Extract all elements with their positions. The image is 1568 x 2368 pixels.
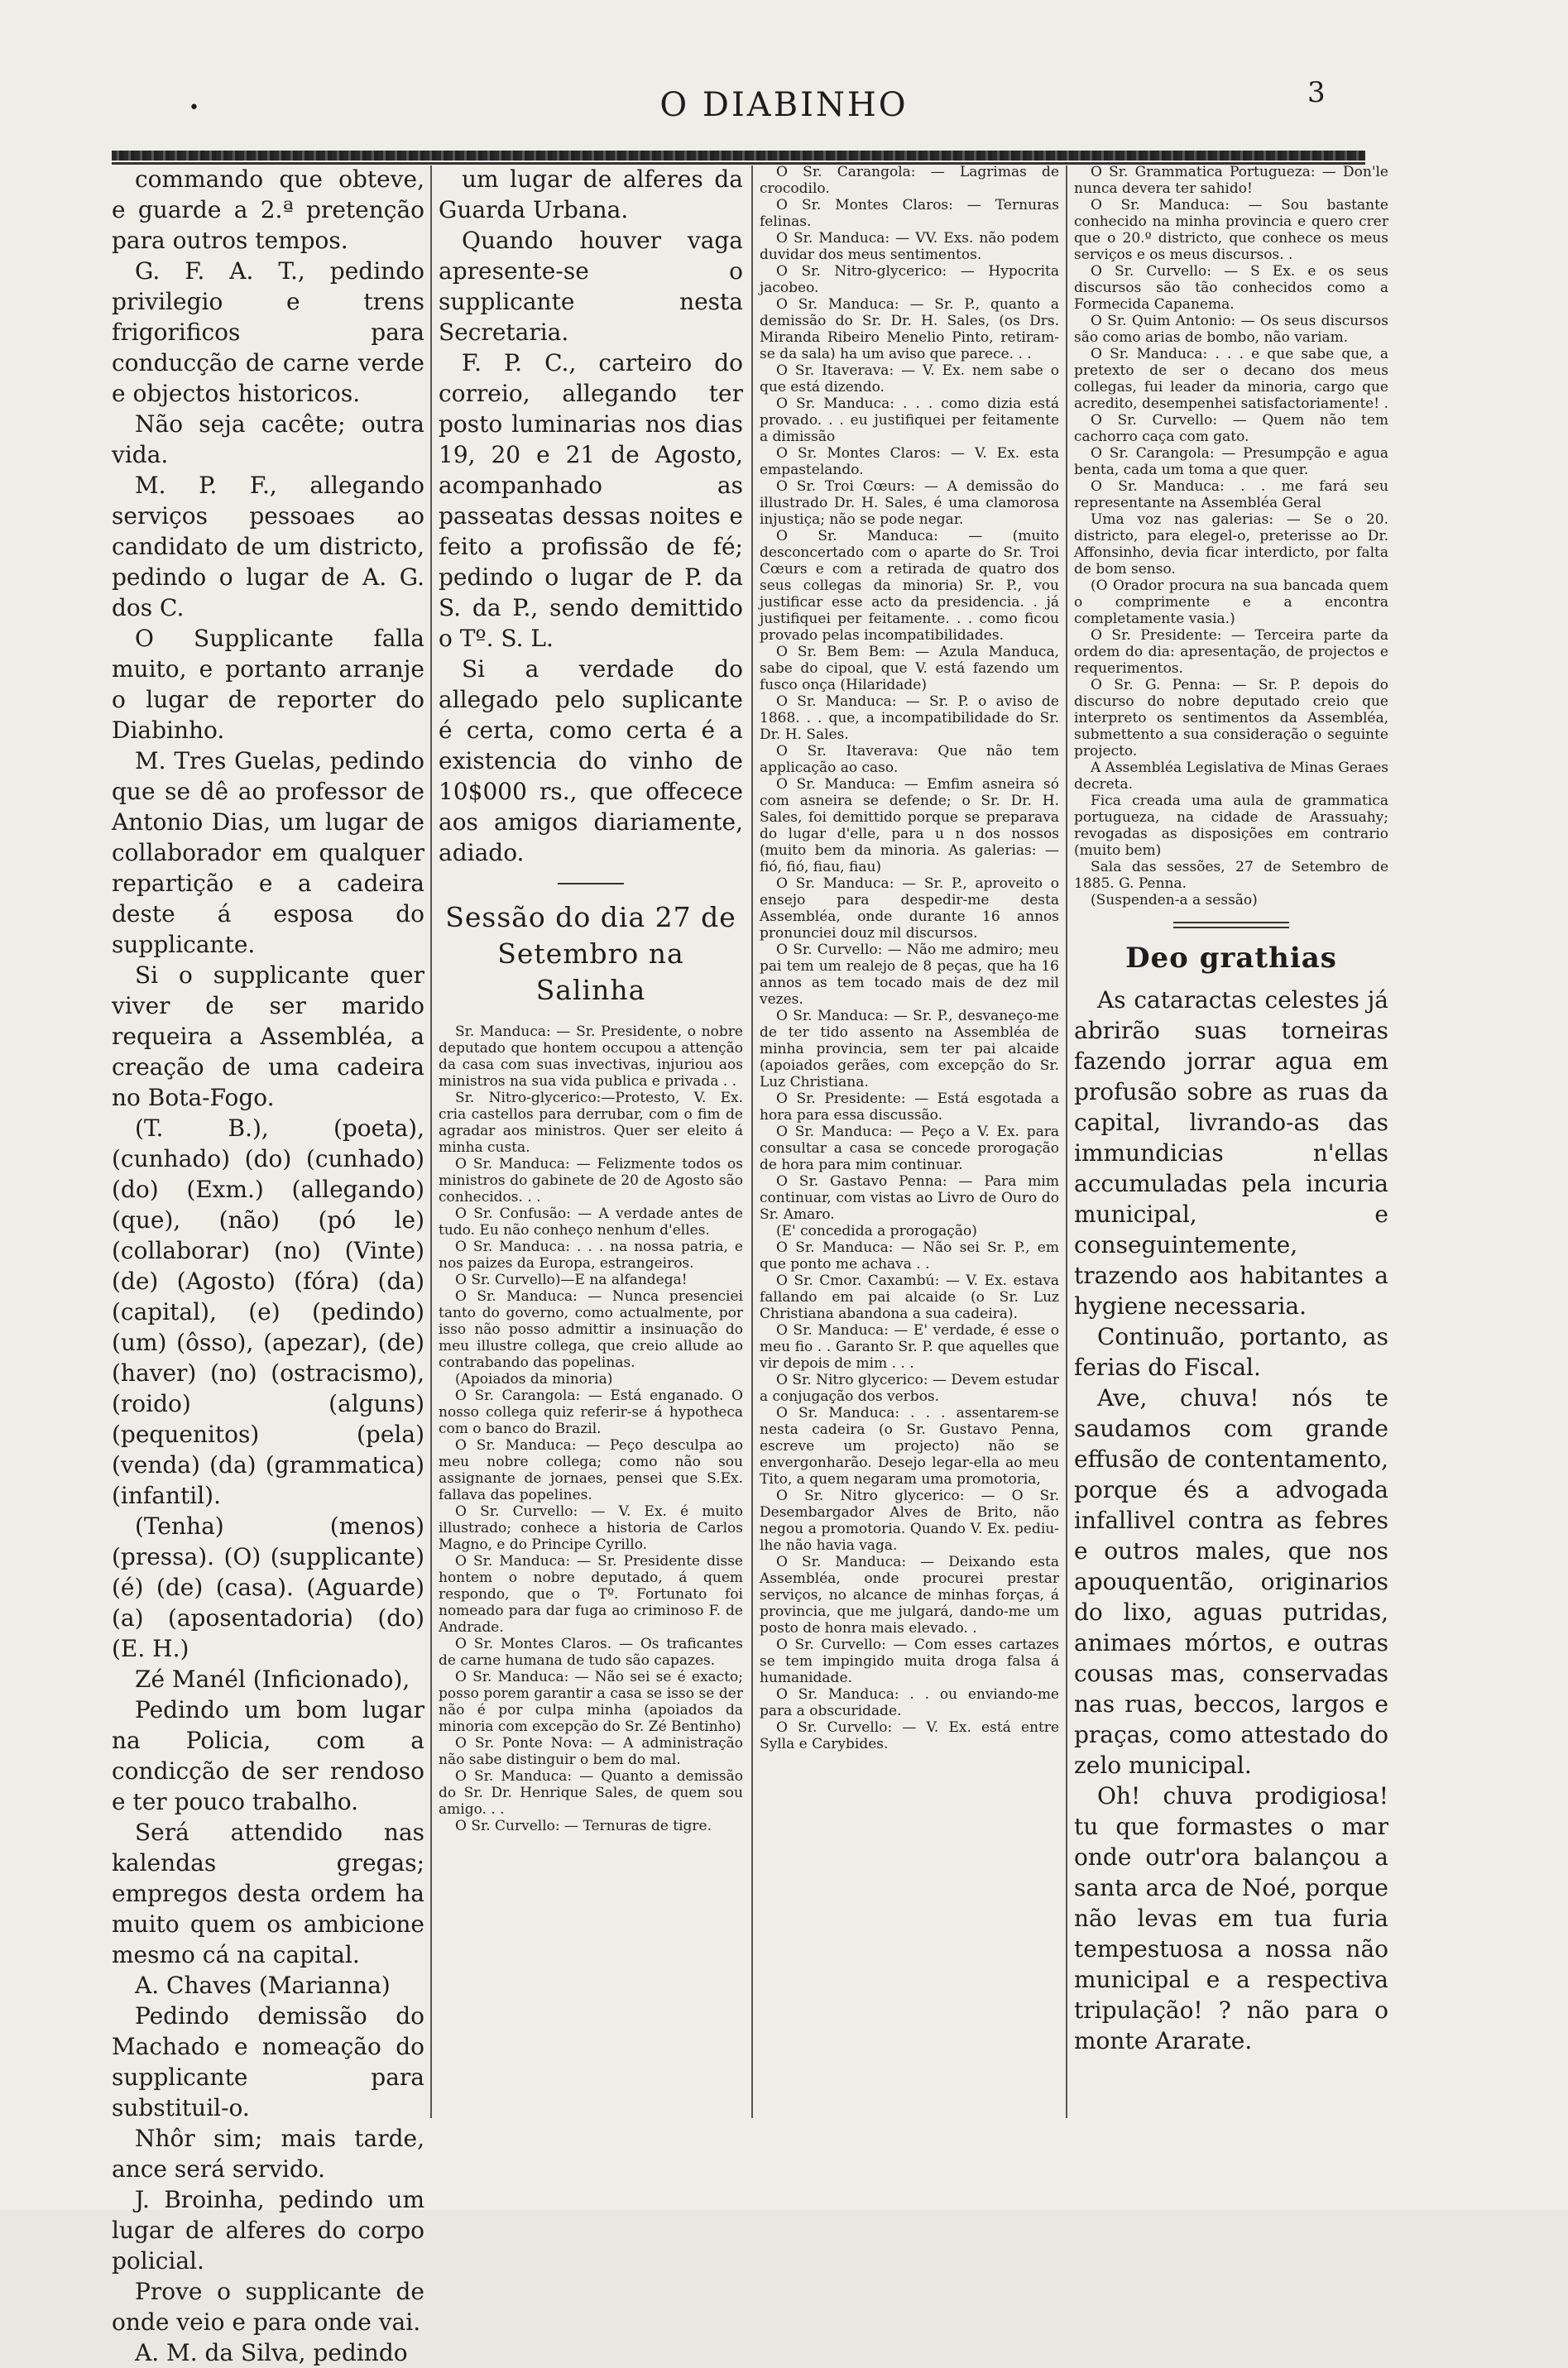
session-paragraph: O Sr. Manduca: — E' verdade, é esse o meu fio . . Garanto Sr. P. que aquelles que vir depois de mim . . . xyxy=(760,1322,1059,1372)
session-paragraph: O Sr. Quim Antonio: — Os seus discursos são como arias de bombo, não variam. xyxy=(1074,313,1388,346)
paragraph: Si a verdade do allegado pelo suplicante é certa, como certa é a existencia do vinho de 10$000 rs., que offecece aos amigos diariamente, adiado. xyxy=(439,655,743,866)
session-paragraph: Fica creada uma aula de grammatica portugueza, na cidade de Arassuahy; revogadas as disposições em contrario (muito bem) xyxy=(1074,793,1388,859)
page-number: 3 xyxy=(1307,76,1326,109)
session-paragraph: O Sr. Manduca: — Peço a V. Ex. para consultar a casa se concede prorogação de hora para mim continuar. xyxy=(760,1124,1059,1173)
column-2-petitions xyxy=(439,164,743,868)
column-1 xyxy=(112,164,424,2366)
session-paragraph: O Sr. Manduca: — Sou bastante conhecido na minha provincia e quero crer que o 20.º districto, que conhece os meus serviços e os meus discursos. . xyxy=(1074,197,1388,263)
paragraph: Quando houver vaga apresente-se o supplicante nesta Secretaria. xyxy=(439,227,743,346)
session-text xyxy=(439,1023,743,1834)
paragraph: Será attendido nas kalendas gregas; empregos desta ordem ha muito quem os ambicione mesmo cá na capital. xyxy=(112,1819,424,1968)
column-3 xyxy=(760,164,1059,2133)
paragraph: Nhôr sim; mais tarde, ance será servido. xyxy=(112,2125,424,2183)
session-paragraph: O Sr. Curvello: — V. Ex. é muito illustrado; conhece a historia de Carlos Magno, e do Principe Cyrillo. xyxy=(439,1503,743,1553)
column-2 xyxy=(439,164,743,2133)
session-paragraph: O Sr. Montes Claros. — Os traficantes de carne humana de tudo são capazes. xyxy=(439,1636,743,1669)
session-paragraph: O Sr. Curvello: — S Ex. e os seus discursos são tão conhecidos como a Formecida Capanema. xyxy=(1074,263,1388,313)
separator xyxy=(1173,922,1289,928)
session-paragraph: Sr. Nitro-glycerico:—Protesto, V. Ex. cria castellos para derrubar, com o fim de agradar aos ministros. Quer ser eleito á minha custa. xyxy=(439,1090,743,1156)
paragraph: (Tenha) (menos) (pressa). (O) (supplicante) (é) (de) (casa). (Aguarde) (a) (aposentadoria) (do) (E. H.) xyxy=(112,1512,424,1662)
column-divider xyxy=(751,165,753,2118)
session-paragraph: O Sr. Manduca: — Felizmente todos os ministros do gabinete de 20 de Agosto são conhecidos. . . xyxy=(439,1156,743,1206)
session-paragraph: O Sr. Manduca: — Deixando esta Assembléa, onde procurei prestar serviços, no alcance de minhas forças, á provincia, que me julgará, dando-me um posto de honra mais elevado. . xyxy=(760,1554,1059,1637)
header-rule xyxy=(112,151,1365,161)
paragraph: M. Tres Guelas, pedindo que se dê ao professor de Antonio Dias, um lugar de collaborador em qualquer repartição e a cadeira deste á esposa do supplicante. xyxy=(112,747,424,958)
session-paragraph: O Sr. Manduca: — Sr. P., quanto a demissão do Sr. Dr. H. Sales, (os Drs. Miranda Ribeiro Menelio Pinto, retiram-se da sala) ha um aviso que parece. . . xyxy=(760,296,1059,362)
paragraph: um lugar de alferes da Guarda Urbana. xyxy=(439,165,743,223)
session-paragraph: O Sr. Curvello: — V. Ex. está entre Sylla e Carybides. xyxy=(760,1719,1059,1752)
session-paragraph: O Sr. Confusão: — A verdade antes de tudo. Eu não conheço nenhum d'elles. xyxy=(439,1206,743,1239)
session-paragraph: O Sr. Curvello: — Com esses cartazes se tem impingido muita droga falsa á humanidade. xyxy=(760,1637,1059,1686)
session-paragraph: O Sr. Carangola: — Presumpção e agua benta, cada um toma a que quer. xyxy=(1074,445,1388,478)
paragraph: Zé Manél (Inficionado), xyxy=(135,1666,410,1693)
session-paragraph: O Sr. Manduca: — Sr. P., aproveito o ensejo para despedir-me desta Assembléa, onde durante 16 annos pronunciei douz mil discursos. xyxy=(760,875,1059,942)
session-paragraph: O Sr. Manduca: — Não sei Sr. P., em que ponto me achava . . xyxy=(760,1239,1059,1273)
session-paragraph: O Sr. Itaverava: — V. Ex. nem sabe o que está dizendo. xyxy=(760,362,1059,395)
session-paragraph: Sr. Manduca: — Sr. Presidente, o nobre deputado que hontem occupou a attenção da casa com suas invectivas, injuriou aos ministros na sua vida publica e privada . . xyxy=(439,1023,743,1090)
paragraph: Ave, chuva! nós te saudamos com grande effusão de contentamento, porque és a advogada infallivel contra as febres e outros males, que nos apouquentão, originarios do lixo, aguas putridas, animaes mórtos, e outras cousas mas, conservadas nas ruas, beccos, largos e praças, como attestado do zelo municipal. xyxy=(1074,1384,1388,1779)
paragraph: F. P. C., carteiro do correio, allegando ter posto luminarias nos dias 19, 20 e 21 de Agosto, acompanhado as passeatas dessas noites e feito a profissão de fé; pedindo o lugar de P. da S. da P., sendo demittido o Tº. S. L. xyxy=(439,349,743,652)
session-paragraph: (Apoiados da minoria) xyxy=(455,1371,613,1388)
session-paragraph: O Sr. Manduca: . . . assentarem-se nesta cadeira (o Sr. Gustavo Penna, escreve um projecto) não se envergonharão. Desejo legar-ella ao meu Tito, a quem negaram uma promotoria, xyxy=(760,1405,1059,1488)
session-paragraph: O Sr. Manduca: . . . e que sabe que, a pretexto de ser o decano dos meus collegas, fui leader da minoria, cargo que acredito, desempenhei satisfactoriamente! . xyxy=(1074,346,1388,412)
deo-article xyxy=(1074,985,1388,2056)
session-paragraph: O Sr. Manduca: . . . como dizia está provado. . . eu justifiquei per feitamente a dimissão xyxy=(760,395,1059,445)
paragraph: A. M. da Silva, pedindo xyxy=(135,2339,408,2366)
paragraph: G. F. A. T., pedindo privilegio e trens frigorificos para conducção de carne verde e objectos historicos. xyxy=(112,257,424,407)
session-paragraph: (E' concedida a prorogação) xyxy=(776,1223,977,1239)
paragraph: Continuão, portanto, as ferias do Fiscal. xyxy=(1074,1323,1388,1381)
session-paragraph: (Suspenden-a a sessão) xyxy=(1091,892,1258,908)
session-paragraph: O Sr. Presidente: — Está esgotada a hora para essa discussão. xyxy=(760,1091,1059,1124)
session-paragraph: O Sr. Curvello)—E na alfandega! xyxy=(455,1272,688,1288)
paragraph: J. Broinha, pedindo um lugar de alferes do corpo policial. xyxy=(112,2186,424,2275)
paragraph: Si o supplicante quer viver de ser marido requeira a Assembléa, a creação de uma cadeira no Bota-Fogo. xyxy=(112,961,424,1111)
session-paragraph: O Sr. Manduca: — Sr. Presidente disse hontem o nobre deputado, á quem respondo, que o Tº. Fortunato foi nomeado para dar fuga ao criminoso F. de Andrade. xyxy=(439,1553,743,1636)
column-divider xyxy=(430,165,432,2118)
paragraph: As cataractas celestes já abrirão suas torneiras fazendo jorrar agua em profusão sobre as ruas da capital, livrando-as das immundicias n'ellas accumuladas pela incuria municipal, e conseguintemente, trazendo aos habitantes a hygiene necessaria. xyxy=(1074,986,1388,1320)
paragraph: Não seja cacête; outra vida. xyxy=(112,410,424,468)
session-paragraph: O Sr. Manduca: — (muito desconcertado com o aparte do Sr. Troi Cœurs e com a retirada de quatro dos seus collegas da minoria) Sr. P., vou justificar esse acto da presidencia. . já justifiquei per feitamente. . . como ficou provado pelas incompatibilidades. xyxy=(760,528,1059,644)
paragraph: commando que obteve, e guarde a 2.ª pretenção para outros tempos. xyxy=(112,165,424,254)
session-paragraph: A Assembléa Legislativa de Minas Geraes decreta. xyxy=(1074,760,1388,793)
session-paragraph: O Sr. Nitro glycerico: — Devem estudar a conjugação dos verbos. xyxy=(760,1372,1059,1405)
session-paragraph: O Sr. Manduca: — Não sei se é exacto; posso porem garantir a casa se isso se der não é por culpa minha (apoiados da minoria com excepção do Sr. Zé Bentinho) xyxy=(439,1669,743,1735)
paragraph: O Supplicante falla muito, e portanto arranje o lugar de reporter do Diabinho. xyxy=(112,625,424,744)
paragraph: A. Chaves (Marianna) xyxy=(135,1972,391,1999)
session-paragraph: O Sr. Manduca: — Peço desculpa ao meu nobre collega; como não sou assignante de jornaes, pensei que S.Ex. fallava das popelines. xyxy=(439,1437,743,1503)
paragraph: Pedindo um bom lugar na Policia, com a condicção de ser rendoso e ter pouco trabalho. xyxy=(112,1696,424,1815)
column-divider xyxy=(1066,165,1067,2118)
session-paragraph: O Sr. Cmor. Caxambú: — V. Ex. estava fallando em pai alcaide (o Sr. Luz Christiana abandona a sua cadeira). xyxy=(760,1273,1059,1322)
session-heading: Sessão do dia 27 de Setembro na Salinha xyxy=(445,901,736,1006)
session-paragraph: O Sr. Bem Bem: — Azula Manduca, sabe do cipoal, que V. está fazendo um fusco onça (Hilaridade) xyxy=(760,644,1059,693)
session-paragraph: O Sr. Manduca: — Quanto a demissão do Sr. Dr. Henrique Sales, de quem sou amigo. . . xyxy=(439,1768,743,1818)
session-paragraph: O Sr. Curvello: — Ternuras de tigre. xyxy=(455,1818,712,1834)
session-paragraph: O Sr. Nitro-glycerico: — Hypocrita jacobeo. xyxy=(760,263,1059,296)
session-paragraph: O Sr. Nitro glycerico: — O Sr. Desembargador Alves de Brito, não negou a promotoria. Quando V. Ex. pediu-lhe não havia vaga. xyxy=(760,1488,1059,1554)
session-paragraph: O Sr. Itaverava: Que não tem applicação ao caso. xyxy=(760,743,1059,776)
session-paragraph: O Sr. Montes Claros: — V. Ex. esta empastelando. xyxy=(760,445,1059,478)
session-paragraph: O Sr. Ponte Nova: — A administração não sabe distinguir o bem do mal. xyxy=(439,1735,743,1768)
session-paragraph: O Sr. Curvello: — Quem não tem cachorro caça com gato. xyxy=(1074,412,1388,445)
session-paragraph: O Sr. Carangola: — Está enganado. O nosso collega quiz referir-se á hypotheca com o banco do Brazil. xyxy=(439,1388,743,1437)
session-paragraph: O Sr. Curvello: — Não me admiro; meu pai tem um realejo de 8 peças, que ha 16 annos as tem tocado mais de dez mil vezes. xyxy=(760,942,1059,1008)
session-paragraph: O Sr. Manduca: . . me fará seu representante na Assembléa Geral xyxy=(1074,478,1388,511)
session-paragraph: Sala das sessões, 27 de Setembro de 1885. G. Penna. xyxy=(1074,859,1388,892)
session-paragraph: O Sr. Grammatica Portugueza: — Don'le nunca devera ter sahido! xyxy=(1074,164,1388,197)
session-paragraph: (O Orador procura na sua bancada quem o comprimente e a encontra completamente vasia.) xyxy=(1074,578,1388,627)
session-paragraph: O Sr. Presidente: — Terceira parte da ordem do dia: apresentação, de projectos e requerimentos. xyxy=(1074,627,1388,677)
session-paragraph: Uma voz nas galerias: — Se o 20. districto, para elegel-o, preterisse ao Dr. Affonsinho, devia ficar interdicto, por falta de bom senso. xyxy=(1074,511,1388,578)
deo-heading: Deo grathias xyxy=(1125,942,1337,975)
session-text-end xyxy=(1074,164,1388,908)
session-paragraph: O Sr. Manduca: — Nunca presenciei tanto do governo, como actualmente, por isso não posso admittir a insinuação do meu illustre collega, que creio allude ao contrabando das popelinas. xyxy=(439,1288,743,1371)
paragraph: Pedindo demissão do Machado e nomeação do supplicante para substituil-o. xyxy=(112,2002,424,2121)
session-paragraph: O Sr. Manduca: — Emfim asneira só com asneira se defende; o Sr. Dr. H. Sales, foi demittido porque se preparava do lugar d'elle, para u n dos nossos (muito bem da minoria. As galerias: — fió, fió, fiau, fiau) xyxy=(760,776,1059,875)
header-bullet: • xyxy=(189,98,199,118)
session-paragraph: O Sr. Carangola: — Lagrimas de crocodilo. xyxy=(760,164,1059,197)
session-paragraph: O Sr. Manduca: . . . na nossa patria, e nos paizes da Europa, estrangeiros. xyxy=(439,1239,743,1272)
session-paragraph: O Sr. Gastavo Penna: — Para mim continuar, com vistas ao Livro de Ouro do Sr. Amaro. xyxy=(760,1173,1059,1223)
session-paragraph: O Sr. Manduca: . . ou enviando-me para a obscuridade. xyxy=(760,1686,1059,1719)
session-paragraph: O Sr. Montes Claros: — Ternuras felinas. xyxy=(760,197,1059,230)
session-paragraph: O Sr. Manduca: — VV. Exs. não podem duvidar dos meus sentimentos. xyxy=(760,230,1059,263)
session-paragraph: O Sr. Manduca: — Sr. P., desvaneço-me de ter tido assento na Assembléa de minha provincia, sem ter pai alcaide (apoiados gerães, com excepção do Sr. Luz Christiana. xyxy=(760,1008,1059,1091)
paragraph: Prove o supplicante de onde veio e para onde vai. xyxy=(112,2278,424,2336)
session-paragraph: O Sr. Troi Cœurs: — A demissão do illustrado Dr. H. Sales, é uma clamorosa injustiça; não se pode negar. xyxy=(760,478,1059,528)
paragraph: M. P. F., allegando serviços pessoaes ao candidato de um districto, pedindo o lugar de A. G. dos C. xyxy=(112,472,424,621)
column-4 xyxy=(1074,164,1388,2133)
session-paragraph: O Sr. Manduca: — Sr. P. o aviso de 1868. . . que, a incompatibilidade do Sr. Dr. H. Sales. xyxy=(760,693,1059,743)
session-paragraph: O Sr. G. Penna: — Sr. P. depois do discurso do nobre deputado creio que interpreto os sentimentos da Assembléa, submettento a sua consideração o seguinte projecto. xyxy=(1074,677,1388,760)
paragraph: Oh! chuva prodigiosa! tu que formastes o mar onde outr'ora balançou a santa arca de Noé, porque não levas em tua furia tempestuosa a nossa não municipal e a respectiva tripulação! ? não para o monte Ararate. xyxy=(1074,1782,1388,2054)
separator xyxy=(558,883,624,884)
masthead: O DIABINHO xyxy=(659,86,909,124)
paragraph: (T. B.), (poeta), (cunhado) (do) (cunhado) (do) (Exm.) (allegando) (que), (não) (pó le) (collaborar) (no) (Vinte) (de) (Agosto) (fóra) (da) (capital), (e) (pedindo) (um) (ôsso), (apezar), (de) (haver) (no) (ostracismo), (roido) (alguns) (pequenitos) (pela) (venda) (da) (grammatica) (infantil). xyxy=(112,1114,424,1509)
